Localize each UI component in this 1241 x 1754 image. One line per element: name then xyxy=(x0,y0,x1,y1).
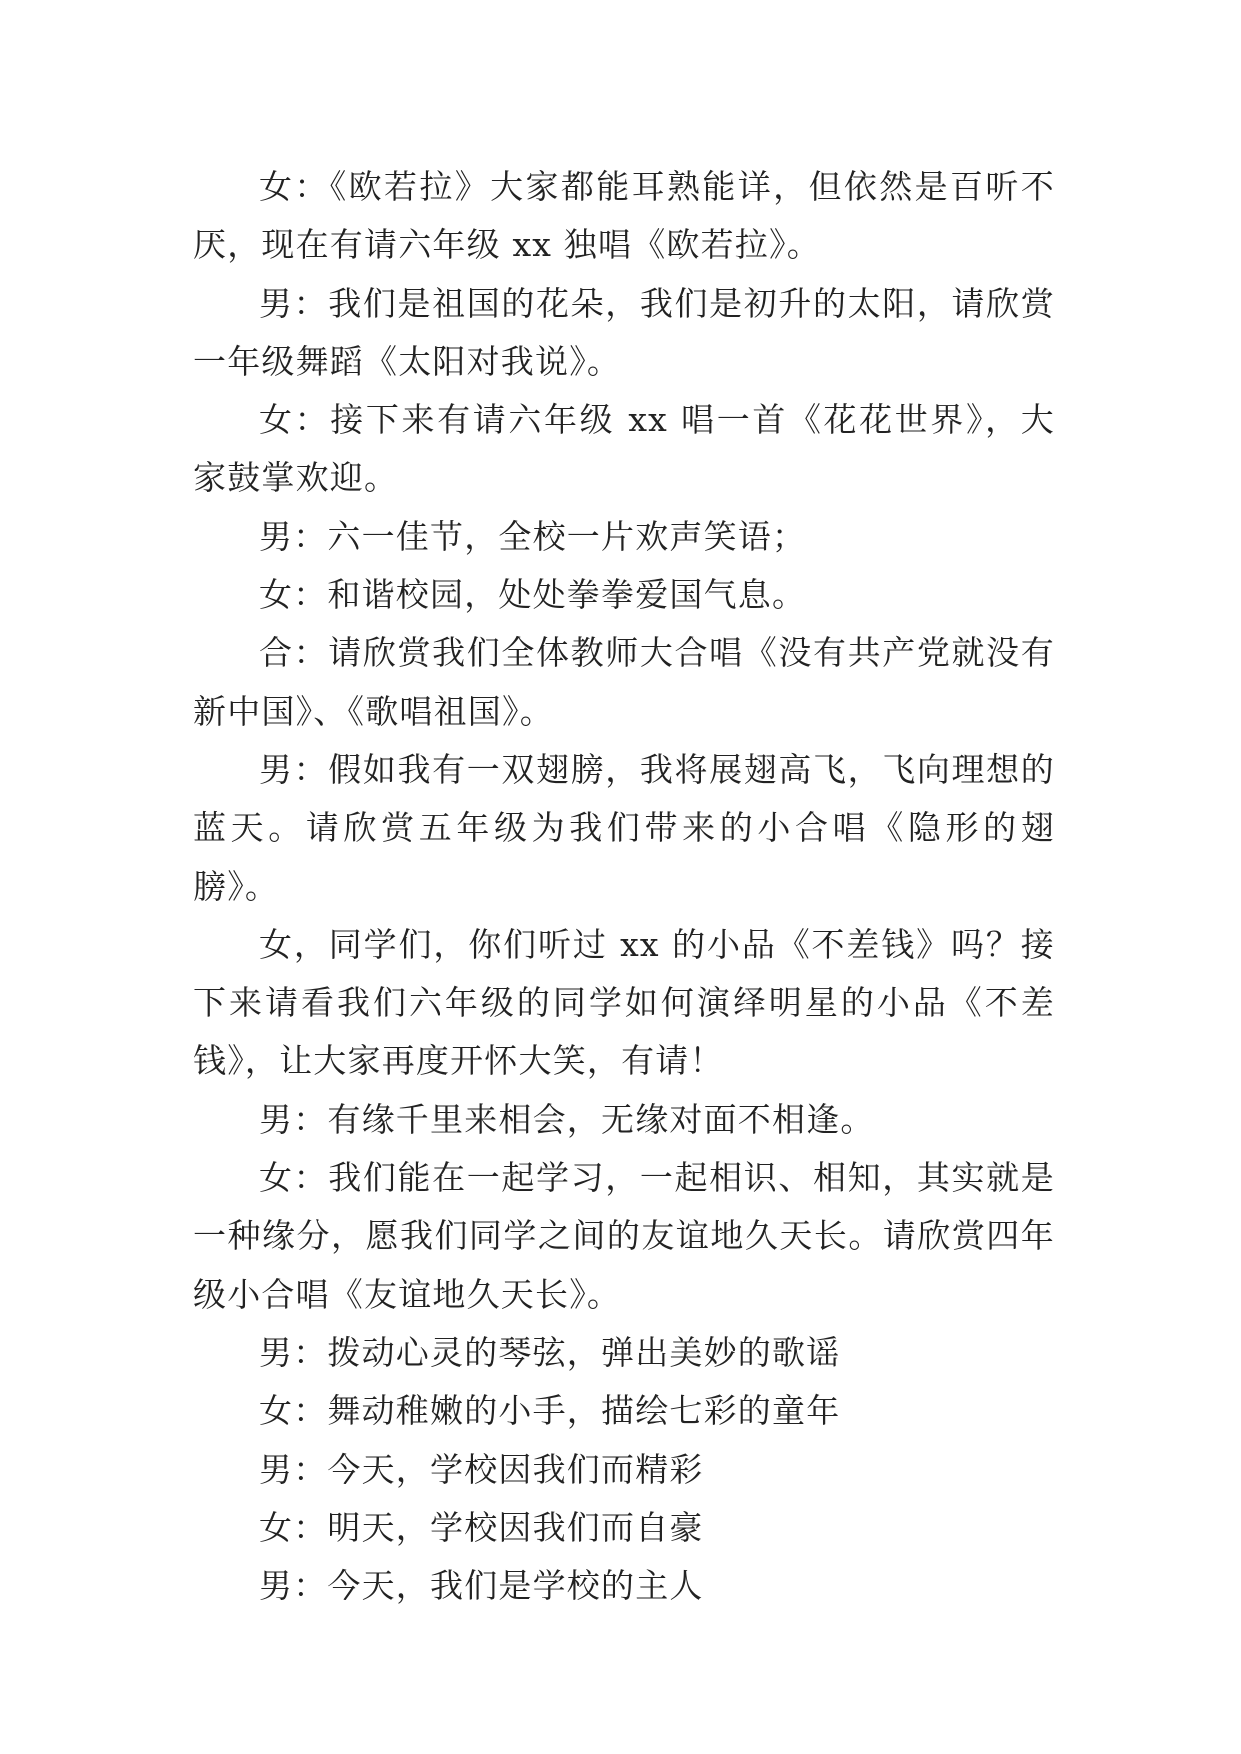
paragraph: 男：今天，我们是学校的主人 xyxy=(259,1566,704,1606)
paragraph: 女：和谐校园，处处拳拳爱国气息。 xyxy=(259,575,807,615)
paragraph: 男：六一佳节，全校一片欢声笑语； xyxy=(259,516,807,556)
paragraph: 男：我们是祖国的花朵，我们是初升的太阳，请欣赏一年级舞蹈《太阳对我说》。 xyxy=(193,283,1055,381)
paragraph: 男：假如我有一双翅膀，我将展翅高飞，飞向理想的蓝天。请欣赏五年级为我们带来的小合唱《隐形的翅膀》。 xyxy=(193,749,1055,906)
paragraph: 女：《欧若拉》大家都能耳熟能详，但依然是百听不厌，现在有请六年级 xx 独唱《欧若拉》。 xyxy=(193,167,1055,265)
paragraph: 男：拨动心灵的琴弦，弹出美妙的歌谣 xyxy=(259,1332,841,1372)
paragraph: 女：我们能在一起学习，一起相识、相知，其实就是一种缘分，愿我们同学之间的友谊地久天长。请欣赏四年级小合唱《友谊地久天长》。 xyxy=(193,1158,1055,1314)
paragraph: 男：有缘千里来相会，无缘对面不相逢。 xyxy=(259,1099,875,1139)
document-body xyxy=(193,158,1055,1615)
paragraph: 女：舞动稚嫩的小手，描绘七彩的童年 xyxy=(259,1391,841,1431)
paragraph: 合：请欣赏我们全体教师大合唱《没有共产党就没有新中国》、《歌唱祖国》。 xyxy=(193,633,1055,731)
paragraph: 女，同学们，你们听过 xx 的小品《不差钱》吗？接下来请看我们六年级的同学如何演绎明星的小品《不差钱》，让大家再度开怀大笑，有请！ xyxy=(193,924,1055,1081)
paragraph: 女：明天，学校因我们而自豪 xyxy=(259,1507,704,1547)
paragraph: 女：接下来有请六年级 xx 唱一首《花花世界》，大家鼓掌欢迎。 xyxy=(193,400,1055,498)
paragraph: 男：今天，学校因我们而精彩 xyxy=(259,1449,704,1489)
